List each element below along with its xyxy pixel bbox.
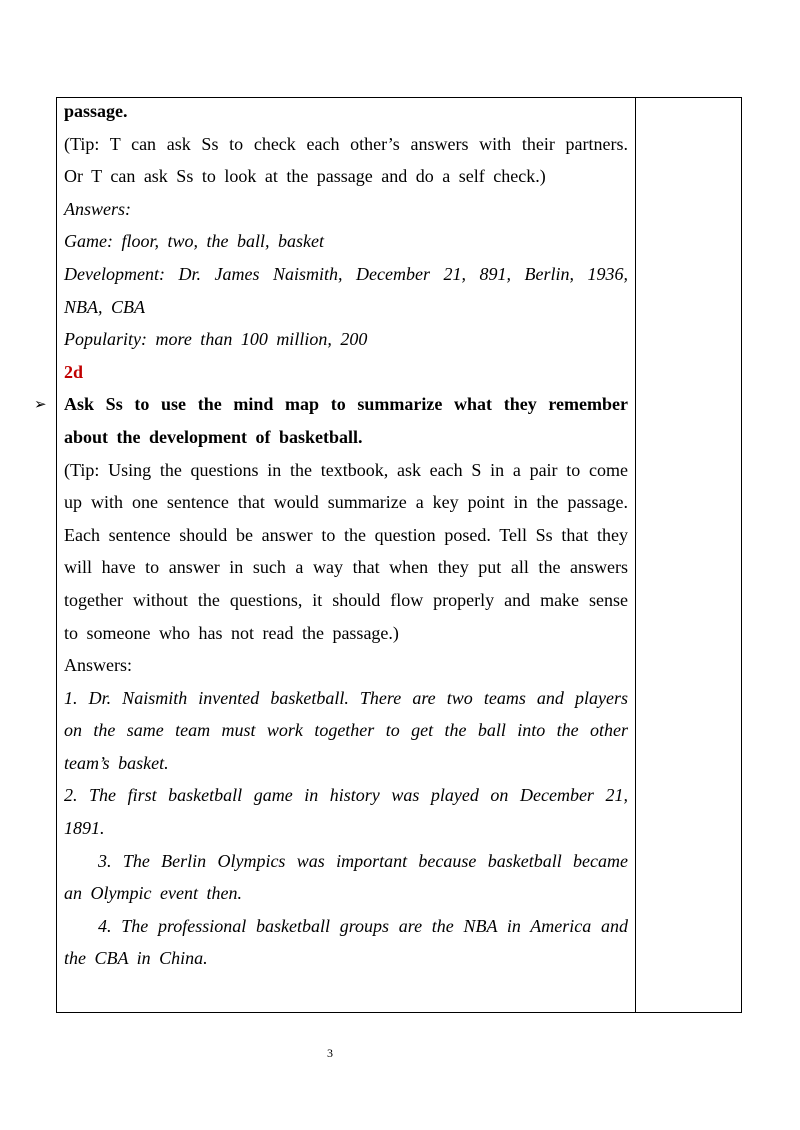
instruction-text: Ask Ss to use the mind map to summarize what they remember about the development of basketball. <box>64 394 628 447</box>
passage-end-text: passage. <box>64 101 128 121</box>
answers-label: Answers: <box>64 655 132 676</box>
answer-popularity: Popularity: more than 100 million, 200 <box>64 329 368 350</box>
tip-summarize-text: (Tip: Using the questions in the textbook, ask each S in a pair to come up with one sentence that would summarize a key point in the passage. Each sentence should be answer to the question posed. Tell Ss that they will have to answer in such a way that when they put all the answers together without the questions, it should flow properly and make sense to someone who has not read the passage.) <box>64 459 628 643</box>
answer-item-2: 2. The first basketball game in history was played on December 21, 1891. <box>64 785 628 839</box>
section-heading-2d: 2d <box>64 361 84 382</box>
lesson-content-cell <box>34 95 628 975</box>
bullet-item <box>34 388 628 453</box>
tip-check-text: (Tip: T can ask Ss to check each other’s answers with their partners. Or T can ask Ss to look at the passage and do a self check.) <box>64 133 628 187</box>
arrow-bullet-icon: ➢ <box>34 395 47 414</box>
answer-item-1: 1. Dr. Naismith invented basketball. There are two teams and players on the same team must work together to get the ball into the other team’s basket. <box>64 687 628 773</box>
answer-development: Development: Dr. James Naismith, December 21, 891, Berlin, 1936, NBA, CBA <box>64 263 628 317</box>
answer-item-4: 4. The professional basketball groups are the NBA in America and the CBA in China. <box>64 915 628 969</box>
table-column-divider <box>635 97 636 1013</box>
answer-item-3: 3. The Berlin Olympics was important because basketball became an Olympic event then. <box>64 850 628 904</box>
answers-label-italic: Answers: <box>64 198 131 219</box>
page-number: 3 <box>327 1046 333 1060</box>
answer-game: Game: floor, two, the ball, basket <box>64 231 324 252</box>
